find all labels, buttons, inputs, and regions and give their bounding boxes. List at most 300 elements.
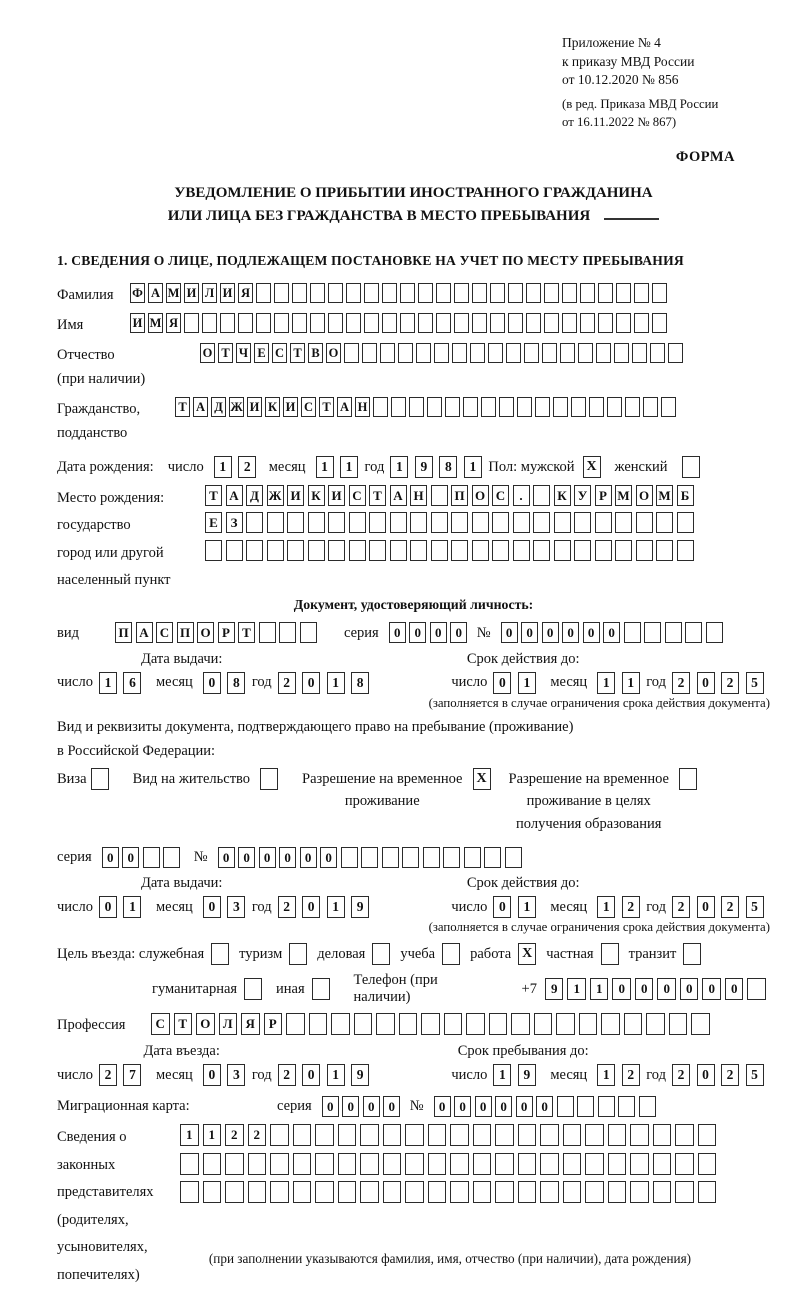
char-cell[interactable] — [698, 1124, 717, 1146]
char-cell[interactable] — [402, 847, 419, 868]
char-cell[interactable]: 1 — [180, 1124, 199, 1146]
char-cell[interactable] — [452, 343, 467, 363]
char-cell[interactable] — [383, 1124, 402, 1146]
char-cell[interactable] — [544, 283, 559, 303]
char-cell[interactable] — [205, 540, 222, 561]
char-cell[interactable]: 5 — [746, 1064, 764, 1086]
char-cell[interactable]: 2 — [721, 1064, 739, 1086]
char-cell[interactable] — [466, 1013, 485, 1035]
char-cell[interactable] — [410, 540, 427, 561]
char-cell[interactable] — [472, 283, 487, 303]
char-cell[interactable]: 0 — [562, 622, 579, 643]
purpose-study-checkbox[interactable] — [442, 943, 460, 965]
char-cell[interactable]: 0 — [697, 896, 715, 918]
char-cell[interactable] — [636, 512, 653, 533]
char-cell[interactable]: О — [196, 1013, 215, 1035]
char-cell[interactable] — [574, 540, 591, 561]
char-cell[interactable] — [399, 1013, 418, 1035]
char-cell[interactable] — [624, 622, 641, 643]
char-cell[interactable] — [390, 512, 407, 533]
char-cell[interactable]: 2 — [622, 896, 640, 918]
char-cell[interactable]: Т — [319, 397, 334, 417]
char-cell[interactable]: С — [492, 485, 509, 506]
char-cell[interactable] — [287, 540, 304, 561]
char-cell[interactable] — [328, 540, 345, 561]
char-cell[interactable] — [675, 1153, 694, 1175]
char-cell[interactable]: 0 — [383, 1096, 400, 1117]
char-cell[interactable] — [492, 512, 509, 533]
char-cell[interactable] — [308, 540, 325, 561]
char-cell[interactable] — [248, 1153, 267, 1175]
char-cell[interactable] — [518, 1181, 537, 1203]
char-cell[interactable] — [220, 313, 235, 333]
char-cell[interactable] — [580, 283, 595, 303]
char-cell[interactable] — [203, 1181, 222, 1203]
char-cell[interactable]: 1 — [567, 978, 586, 1000]
char-cell[interactable] — [652, 313, 667, 333]
char-cell[interactable]: П — [451, 485, 468, 506]
char-cell[interactable]: 2 — [278, 1064, 296, 1086]
char-cell[interactable] — [267, 540, 284, 561]
char-cell[interactable]: 2 — [672, 672, 690, 694]
char-cell[interactable]: 0 — [203, 1064, 221, 1086]
char-cell[interactable]: 0 — [454, 1096, 471, 1117]
char-cell[interactable] — [511, 1013, 530, 1035]
char-cell[interactable] — [601, 1013, 620, 1035]
char-cell[interactable] — [473, 1124, 492, 1146]
char-cell[interactable]: 1 — [99, 672, 117, 694]
char-cell[interactable]: 0 — [389, 622, 406, 643]
char-cell[interactable]: Я — [241, 1013, 260, 1035]
char-cell[interactable] — [554, 512, 571, 533]
char-cell[interactable] — [315, 1181, 334, 1203]
char-cell[interactable] — [524, 343, 539, 363]
char-cell[interactable]: 0 — [493, 896, 511, 918]
char-cell[interactable]: А — [136, 622, 153, 643]
char-cell[interactable] — [436, 313, 451, 333]
char-cell[interactable] — [418, 313, 433, 333]
char-cell[interactable] — [428, 1124, 447, 1146]
char-cell[interactable] — [618, 1096, 635, 1117]
char-cell[interactable] — [383, 1153, 402, 1175]
char-cell[interactable] — [489, 1013, 508, 1035]
char-cell[interactable]: И — [184, 283, 199, 303]
char-cell[interactable] — [665, 622, 682, 643]
char-cell[interactable] — [293, 1153, 312, 1175]
char-cell[interactable]: 0 — [680, 978, 699, 1000]
char-cell[interactable]: 8 — [227, 672, 245, 694]
char-cell[interactable] — [508, 283, 523, 303]
char-cell[interactable] — [650, 343, 665, 363]
char-cell[interactable]: 3 — [227, 896, 245, 918]
visa-checkbox[interactable] — [91, 768, 109, 790]
char-cell[interactable] — [391, 397, 406, 417]
char-cell[interactable] — [256, 283, 271, 303]
char-cell[interactable] — [508, 313, 523, 333]
char-cell[interactable] — [390, 540, 407, 561]
char-cell[interactable] — [203, 1153, 222, 1175]
char-cell[interactable] — [405, 1153, 424, 1175]
char-cell[interactable] — [616, 283, 631, 303]
char-cell[interactable] — [595, 540, 612, 561]
char-cell[interactable] — [360, 1153, 379, 1175]
char-cell[interactable]: С — [301, 397, 316, 417]
char-cell[interactable]: 0 — [475, 1096, 492, 1117]
char-cell[interactable]: 0 — [342, 1096, 359, 1117]
char-cell[interactable] — [685, 622, 702, 643]
char-cell[interactable] — [488, 343, 503, 363]
char-cell[interactable]: 0 — [102, 847, 119, 868]
char-cell[interactable]: 1 — [203, 1124, 222, 1146]
char-cell[interactable]: 1 — [518, 896, 536, 918]
char-cell[interactable]: 1 — [590, 978, 609, 1000]
char-cell[interactable]: 2 — [622, 1064, 640, 1086]
char-cell[interactable]: 1 — [493, 1064, 511, 1086]
char-cell[interactable] — [490, 283, 505, 303]
char-cell[interactable] — [464, 847, 481, 868]
char-cell[interactable] — [585, 1181, 604, 1203]
char-cell[interactable] — [506, 343, 521, 363]
char-cell[interactable]: 0 — [603, 622, 620, 643]
char-cell[interactable]: 1 — [327, 1064, 345, 1086]
char-cell[interactable] — [661, 397, 676, 417]
char-cell[interactable]: О — [200, 343, 215, 363]
char-cell[interactable] — [607, 397, 622, 417]
char-cell[interactable]: 9 — [351, 1064, 369, 1086]
char-cell[interactable] — [472, 540, 489, 561]
char-cell[interactable]: Т — [205, 485, 222, 506]
char-cell[interactable]: В — [308, 343, 323, 363]
char-cell[interactable] — [653, 1181, 672, 1203]
char-cell[interactable]: З — [226, 512, 243, 533]
char-cell[interactable] — [562, 283, 577, 303]
char-cell[interactable] — [616, 313, 631, 333]
char-cell[interactable]: И — [328, 485, 345, 506]
char-cell[interactable] — [473, 1153, 492, 1175]
purpose-private-checkbox[interactable] — [601, 943, 619, 965]
char-cell[interactable]: . — [513, 485, 530, 506]
char-cell[interactable] — [354, 1013, 373, 1035]
char-cell[interactable]: Т — [290, 343, 305, 363]
char-cell[interactable] — [349, 540, 366, 561]
char-cell[interactable] — [180, 1153, 199, 1175]
char-cell[interactable] — [499, 397, 514, 417]
char-cell[interactable]: И — [283, 397, 298, 417]
char-cell[interactable] — [418, 283, 433, 303]
char-cell[interactable]: 0 — [501, 622, 518, 643]
char-cell[interactable]: 0 — [697, 672, 715, 694]
char-cell[interactable] — [615, 540, 632, 561]
char-cell[interactable]: 2 — [248, 1124, 267, 1146]
char-cell[interactable] — [434, 343, 449, 363]
char-cell[interactable]: О — [472, 485, 489, 506]
char-cell[interactable] — [444, 1013, 463, 1035]
char-cell[interactable] — [518, 1124, 537, 1146]
char-cell[interactable] — [554, 540, 571, 561]
purpose-business-checkbox[interactable] — [372, 943, 390, 965]
char-cell[interactable]: 1 — [464, 456, 482, 478]
char-cell[interactable]: Н — [410, 485, 427, 506]
char-cell[interactable] — [580, 313, 595, 333]
char-cell[interactable] — [310, 313, 325, 333]
char-cell[interactable] — [315, 1153, 334, 1175]
sex-female-checkbox[interactable] — [682, 456, 700, 478]
char-cell[interactable]: Е — [205, 512, 222, 533]
char-cell[interactable]: 0 — [203, 672, 221, 694]
char-cell[interactable]: И — [220, 283, 235, 303]
char-cell[interactable]: Ж — [229, 397, 244, 417]
char-cell[interactable] — [292, 313, 307, 333]
char-cell[interactable]: 0 — [612, 978, 631, 1000]
char-cell[interactable] — [557, 1096, 574, 1117]
char-cell[interactable] — [653, 1124, 672, 1146]
char-cell[interactable] — [451, 512, 468, 533]
char-cell[interactable] — [338, 1153, 357, 1175]
char-cell[interactable]: Ч — [236, 343, 251, 363]
char-cell[interactable] — [238, 313, 253, 333]
char-cell[interactable] — [328, 313, 343, 333]
char-cell[interactable] — [562, 313, 577, 333]
purpose-official-checkbox[interactable] — [211, 943, 229, 965]
char-cell[interactable]: А — [390, 485, 407, 506]
char-cell[interactable] — [544, 313, 559, 333]
char-cell[interactable]: 0 — [203, 896, 221, 918]
char-cell[interactable]: Н — [355, 397, 370, 417]
char-cell[interactable]: К — [554, 485, 571, 506]
char-cell[interactable] — [225, 1153, 244, 1175]
char-cell[interactable]: О — [636, 485, 653, 506]
char-cell[interactable]: 0 — [302, 1064, 320, 1086]
char-cell[interactable] — [369, 540, 386, 561]
char-cell[interactable] — [431, 512, 448, 533]
char-cell[interactable] — [706, 622, 723, 643]
char-cell[interactable] — [578, 343, 593, 363]
temp-permit-checkbox[interactable]: X — [473, 768, 491, 790]
char-cell[interactable] — [310, 283, 325, 303]
char-cell[interactable]: 5 — [746, 896, 764, 918]
char-cell[interactable] — [450, 1153, 469, 1175]
char-cell[interactable]: И — [247, 397, 262, 417]
char-cell[interactable] — [400, 283, 415, 303]
char-cell[interactable]: П — [115, 622, 132, 643]
char-cell[interactable] — [563, 1124, 582, 1146]
char-cell[interactable] — [360, 1124, 379, 1146]
char-cell[interactable] — [344, 343, 359, 363]
char-cell[interactable]: Л — [202, 283, 217, 303]
char-cell[interactable] — [428, 1181, 447, 1203]
char-cell[interactable] — [293, 1181, 312, 1203]
char-cell[interactable]: 0 — [725, 978, 744, 1000]
char-cell[interactable]: 0 — [521, 622, 538, 643]
char-cell[interactable] — [533, 540, 550, 561]
char-cell[interactable] — [513, 540, 530, 561]
purpose-transit-checkbox[interactable] — [683, 943, 701, 965]
char-cell[interactable]: 0 — [583, 622, 600, 643]
char-cell[interactable] — [274, 283, 289, 303]
char-cell[interactable]: 0 — [238, 847, 255, 868]
char-cell[interactable]: Д — [211, 397, 226, 417]
char-cell[interactable]: 2 — [278, 672, 296, 694]
char-cell[interactable] — [526, 313, 541, 333]
char-cell[interactable] — [226, 540, 243, 561]
char-cell[interactable] — [287, 512, 304, 533]
char-cell[interactable] — [481, 397, 496, 417]
char-cell[interactable] — [556, 1013, 575, 1035]
char-cell[interactable] — [677, 540, 694, 561]
char-cell[interactable]: И — [130, 313, 145, 333]
char-cell[interactable] — [431, 540, 448, 561]
char-cell[interactable] — [300, 622, 317, 643]
char-cell[interactable]: 0 — [302, 672, 320, 694]
char-cell[interactable] — [315, 1124, 334, 1146]
char-cell[interactable] — [495, 1124, 514, 1146]
char-cell[interactable] — [400, 313, 415, 333]
char-cell[interactable]: 1 — [390, 456, 408, 478]
char-cell[interactable]: 8 — [439, 456, 457, 478]
char-cell[interactable]: 5 — [746, 672, 764, 694]
char-cell[interactable] — [495, 1181, 514, 1203]
char-cell[interactable] — [542, 343, 557, 363]
char-cell[interactable]: П — [177, 622, 194, 643]
char-cell[interactable] — [463, 397, 478, 417]
char-cell[interactable]: А — [337, 397, 352, 417]
char-cell[interactable]: Б — [677, 485, 694, 506]
char-cell[interactable]: 1 — [622, 672, 640, 694]
char-cell[interactable]: С — [272, 343, 287, 363]
char-cell[interactable] — [349, 512, 366, 533]
char-cell[interactable]: 0 — [657, 978, 676, 1000]
char-cell[interactable] — [636, 540, 653, 561]
char-cell[interactable] — [309, 1013, 328, 1035]
char-cell[interactable]: 2 — [278, 896, 296, 918]
char-cell[interactable]: 0 — [542, 622, 559, 643]
char-cell[interactable] — [143, 847, 160, 868]
char-cell[interactable]: С — [156, 622, 173, 643]
char-cell[interactable] — [450, 1124, 469, 1146]
char-cell[interactable]: 0 — [493, 672, 511, 694]
char-cell[interactable] — [259, 622, 276, 643]
char-cell[interactable] — [747, 978, 766, 1000]
char-cell[interactable]: А — [148, 283, 163, 303]
char-cell[interactable]: Я — [238, 283, 253, 303]
char-cell[interactable]: 1 — [340, 456, 358, 478]
purpose-humanitarian-checkbox[interactable] — [244, 978, 262, 1000]
char-cell[interactable]: М — [656, 485, 673, 506]
char-cell[interactable]: 0 — [430, 622, 447, 643]
char-cell[interactable] — [423, 847, 440, 868]
char-cell[interactable]: 1 — [597, 672, 615, 694]
char-cell[interactable] — [270, 1181, 289, 1203]
char-cell[interactable] — [279, 622, 296, 643]
char-cell[interactable] — [225, 1181, 244, 1203]
char-cell[interactable] — [346, 283, 361, 303]
char-cell[interactable] — [256, 313, 271, 333]
char-cell[interactable] — [540, 1124, 559, 1146]
char-cell[interactable] — [431, 485, 448, 506]
char-cell[interactable]: Я — [166, 313, 181, 333]
char-cell[interactable] — [526, 283, 541, 303]
char-cell[interactable] — [563, 1181, 582, 1203]
char-cell[interactable] — [286, 1013, 305, 1035]
char-cell[interactable]: 0 — [300, 847, 317, 868]
purpose-work-checkbox[interactable]: X — [518, 943, 536, 965]
char-cell[interactable]: 0 — [279, 847, 296, 868]
char-cell[interactable] — [589, 397, 604, 417]
char-cell[interactable]: 0 — [218, 847, 235, 868]
char-cell[interactable]: 0 — [409, 622, 426, 643]
char-cell[interactable]: Р — [595, 485, 612, 506]
char-cell[interactable] — [382, 313, 397, 333]
char-cell[interactable] — [450, 1181, 469, 1203]
char-cell[interactable]: 0 — [363, 1096, 380, 1117]
char-cell[interactable]: 1 — [597, 1064, 615, 1086]
char-cell[interactable]: 6 — [123, 672, 141, 694]
char-cell[interactable] — [270, 1153, 289, 1175]
char-cell[interactable]: 8 — [351, 672, 369, 694]
char-cell[interactable] — [644, 622, 661, 643]
char-cell[interactable] — [454, 283, 469, 303]
char-cell[interactable]: 0 — [697, 1064, 715, 1086]
char-cell[interactable] — [331, 1013, 350, 1035]
char-cell[interactable]: 0 — [122, 847, 139, 868]
char-cell[interactable] — [652, 283, 667, 303]
char-cell[interactable]: А — [226, 485, 243, 506]
purpose-other-checkbox[interactable] — [312, 978, 330, 1000]
char-cell[interactable] — [376, 1013, 395, 1035]
char-cell[interactable] — [560, 343, 575, 363]
char-cell[interactable]: И — [287, 485, 304, 506]
char-cell[interactable] — [346, 313, 361, 333]
char-cell[interactable] — [202, 313, 217, 333]
char-cell[interactable]: Ж — [267, 485, 284, 506]
char-cell[interactable]: 9 — [518, 1064, 536, 1086]
char-cell[interactable] — [405, 1124, 424, 1146]
char-cell[interactable]: 9 — [415, 456, 433, 478]
char-cell[interactable] — [675, 1181, 694, 1203]
char-cell[interactable] — [328, 283, 343, 303]
char-cell[interactable] — [639, 1096, 656, 1117]
char-cell[interactable]: О — [326, 343, 341, 363]
char-cell[interactable] — [518, 1153, 537, 1175]
char-cell[interactable] — [624, 1013, 643, 1035]
char-cell[interactable]: 0 — [702, 978, 721, 1000]
temp-edu-checkbox[interactable] — [679, 768, 697, 790]
char-cell[interactable]: 1 — [327, 672, 345, 694]
char-cell[interactable] — [490, 313, 505, 333]
char-cell[interactable] — [274, 313, 289, 333]
char-cell[interactable] — [625, 397, 640, 417]
char-cell[interactable] — [608, 1153, 627, 1175]
char-cell[interactable] — [436, 283, 451, 303]
char-cell[interactable]: У — [574, 485, 591, 506]
char-cell[interactable]: Т — [369, 485, 386, 506]
char-cell[interactable] — [585, 1124, 604, 1146]
char-cell[interactable] — [405, 1181, 424, 1203]
char-cell[interactable] — [540, 1153, 559, 1175]
char-cell[interactable]: 1 — [123, 896, 141, 918]
char-cell[interactable] — [563, 1153, 582, 1175]
char-cell[interactable] — [669, 1013, 688, 1035]
char-cell[interactable]: А — [193, 397, 208, 417]
char-cell[interactable]: М — [148, 313, 163, 333]
char-cell[interactable] — [598, 1096, 615, 1117]
char-cell[interactable] — [341, 847, 358, 868]
char-cell[interactable] — [369, 512, 386, 533]
char-cell[interactable] — [579, 1013, 598, 1035]
char-cell[interactable]: 0 — [516, 1096, 533, 1117]
char-cell[interactable]: С — [151, 1013, 170, 1035]
char-cell[interactable] — [677, 512, 694, 533]
